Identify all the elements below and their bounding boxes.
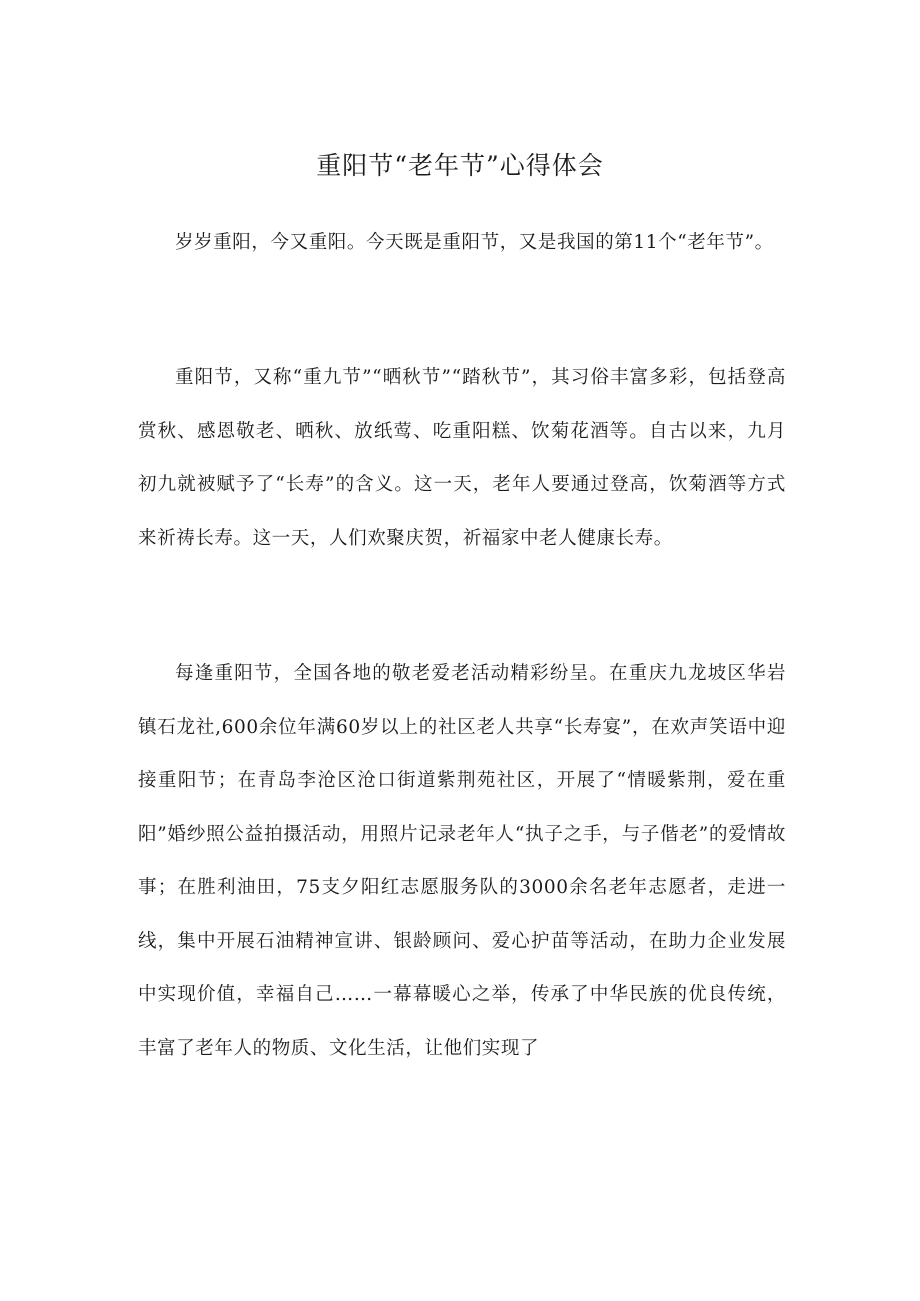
document-title: 重阳节“老年节”心得体会 (316, 151, 604, 180)
paragraph-2: 重阳节，又称“重九节”“晒秋节”“踏秋节”，其习俗丰富多彩，包括登高赏秋、感恩敬老、晒秋、放纸莺、吃重阳糕、饮菊花酒等。自古以来，九月初九就被赋予了“长寿”的含义。这一天，老年人要通过登高，饮菊酒等方式来祈祷长寿。这一天，人们欢聚庆贺，祈福家中老人健康长寿。 (138, 367, 786, 549)
paragraph-1: 岁岁重阳，今又重阳。今天既是重阳节，又是我国的第11个“老年节”。 (175, 232, 774, 253)
paragraph-3: 每逢重阳节，全国各地的敬老爱老活动精彩纷呈。在重庆九龙坡区华岩镇石龙社,600余位年满60岁以上的社区老人共享“长寿宴”，在欢声笑语中迎接重阳节；在青岛李沧区沧口街道紫荆苑社区，开展了“情暖紫荆，爱在重阳”婚纱照公益拍摄活动，用照片记录老年人“执子之手，与子偕老”的爱情故事；在胜利油田，75支夕阳红志愿服务队的3000余名老年志愿者，走进一线，集中开展石油精神宣讲、银龄顾问、爱心护苗等活动，在助力企业发展中实现价值，幸福自己……一幕幕暖心之举，传承了中华民族的优良传统，丰富了老年人的物质、文化生活，让他们实现了 (138, 663, 786, 1059)
